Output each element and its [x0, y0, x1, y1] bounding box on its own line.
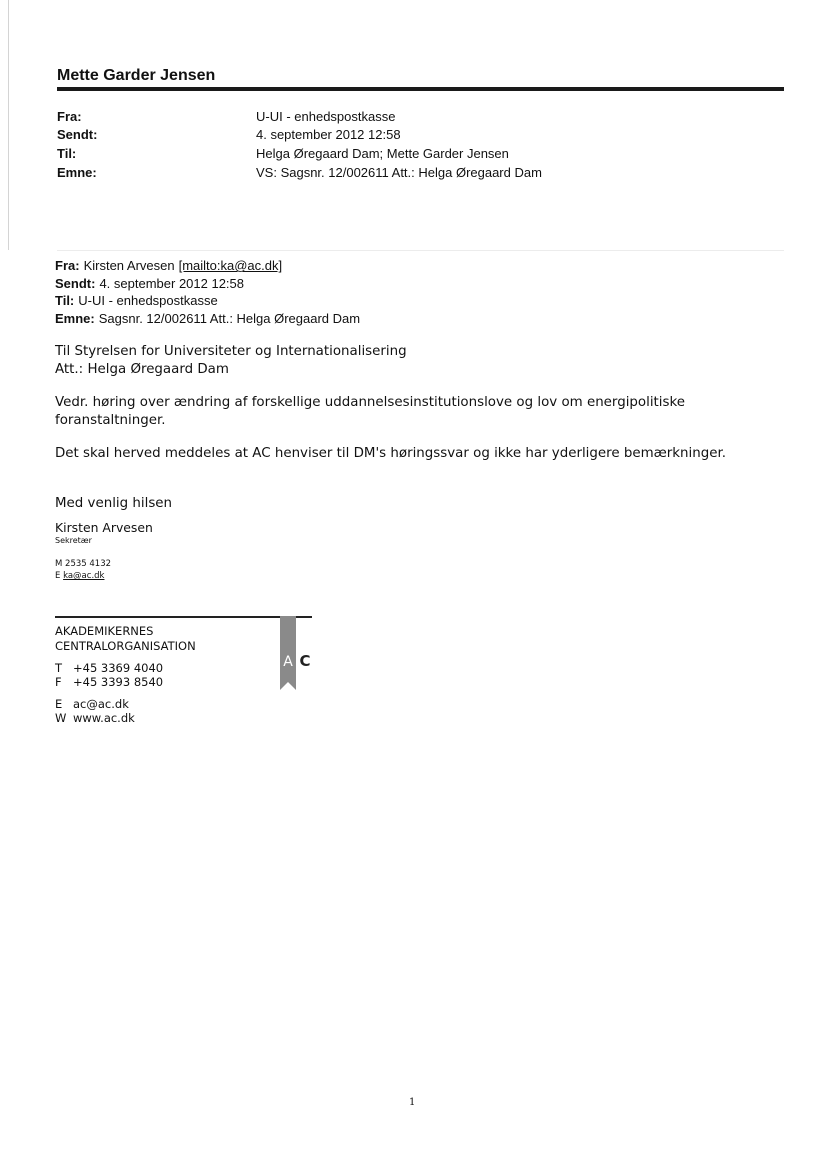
forward-separator: [57, 250, 784, 251]
mailbox-owner-name: Mette Garder Jensen: [57, 67, 216, 84]
org-web: [55, 711, 135, 726]
fwd-subject-row: [55, 310, 360, 328]
email-header: [57, 107, 542, 181]
fwd-sent-row: [55, 275, 360, 293]
header-label: Til:: [57, 145, 77, 161]
mailto-link[interactable]: [mailto:ka@ac.dk]: [178, 258, 283, 274]
fwd-sent-label: Sendt:: [55, 275, 96, 291]
greeting: [55, 343, 407, 378]
body-paragraph-2: Det skal herved meddeles at AC henviser til DM's høringssvar og ikke har yderligere bemærkninger.: [55, 446, 726, 461]
signature-name: Kirsten Arvesen: [55, 520, 153, 535]
org-email-value[interactable]: ac@ac.dk: [73, 697, 129, 711]
header-row-sent: [57, 126, 542, 145]
fax-key: F: [55, 675, 62, 689]
mobile-key: M: [55, 559, 63, 569]
organization-name: [55, 624, 196, 654]
org-name-line-1: AKADEMIKERNES: [55, 624, 154, 638]
fwd-from-label: Fra:: [55, 258, 80, 274]
signature-email-link[interactable]: ka@ac.dk: [63, 571, 105, 581]
fax-value: +45 3393 8540: [73, 675, 164, 689]
signature-title: Sekretær: [55, 536, 92, 545]
forwarded-header: [55, 257, 360, 327]
fwd-from-row: [55, 257, 360, 275]
org-email: [55, 697, 129, 712]
greeting-line-1: Til Styrelsen for Universiteter og Internationalisering: [55, 344, 407, 359]
fwd-subject-value: Sagsnr. 12/002611 Att.: Helga Øregaard Dam: [98, 310, 361, 326]
scan-edge-line: [8, 0, 9, 250]
ac-logo: [278, 616, 318, 691]
closing: Med venlig hilsen: [55, 496, 173, 511]
header-label: Emne:: [57, 164, 97, 180]
owner-divider: [57, 87, 784, 91]
signature-email: [55, 570, 104, 582]
org-name-line-2: CENTRALORGANISATION: [55, 639, 196, 653]
greeting-line-2: Att.: Helga Øregaard Dam: [55, 361, 229, 377]
header-value: VS: Sagsnr. 12/002611 Att.: Helga Øregaard Dam: [256, 164, 542, 180]
header-value: Helga Øregaard Dam; Mette Garder Jensen: [256, 145, 509, 161]
email-key: E: [55, 571, 61, 581]
body-paragraph-1: Vedr. høring over ændring af forskellige uddannelsesinstitutionslove og lov om energipolitiske foranstaltninger.: [55, 395, 686, 428]
web-key: W: [55, 711, 67, 725]
signature-mobile: [55, 558, 111, 570]
phone-value: +45 3369 4040: [73, 661, 164, 675]
fwd-to-row: [55, 292, 360, 310]
header-row-subject: [57, 163, 542, 182]
fwd-from-value: Kirsten Arvesen: [83, 258, 175, 274]
org-email-key: E: [55, 697, 63, 711]
header-value: U-UI - enhedspostkasse: [256, 108, 396, 124]
header-row-from: [57, 107, 542, 126]
logo-letter-c: C: [299, 652, 311, 670]
logo-letter-a: A: [283, 654, 293, 670]
org-divider: [55, 616, 312, 618]
fwd-to-label: Til:: [55, 293, 75, 309]
header-label: Fra:: [57, 108, 82, 124]
page-number: 1: [409, 1097, 416, 1108]
header-value: 4. september 2012 12:58: [256, 127, 401, 143]
mobile-number: 2535 4132: [65, 559, 112, 569]
org-fax: [55, 675, 163, 690]
org-phone: [55, 661, 163, 676]
fwd-sent-value: 4. september 2012 12:58: [99, 275, 245, 291]
header-row-to: [57, 144, 542, 163]
fwd-subject-label: Emne:: [55, 310, 95, 326]
logo-ribbon: [280, 616, 296, 690]
header-label: Sendt:: [57, 127, 98, 143]
phone-key: T: [55, 661, 63, 675]
fwd-to-value: U-UI - enhedspostkasse: [78, 293, 218, 309]
web-value[interactable]: www.ac.dk: [73, 711, 135, 725]
